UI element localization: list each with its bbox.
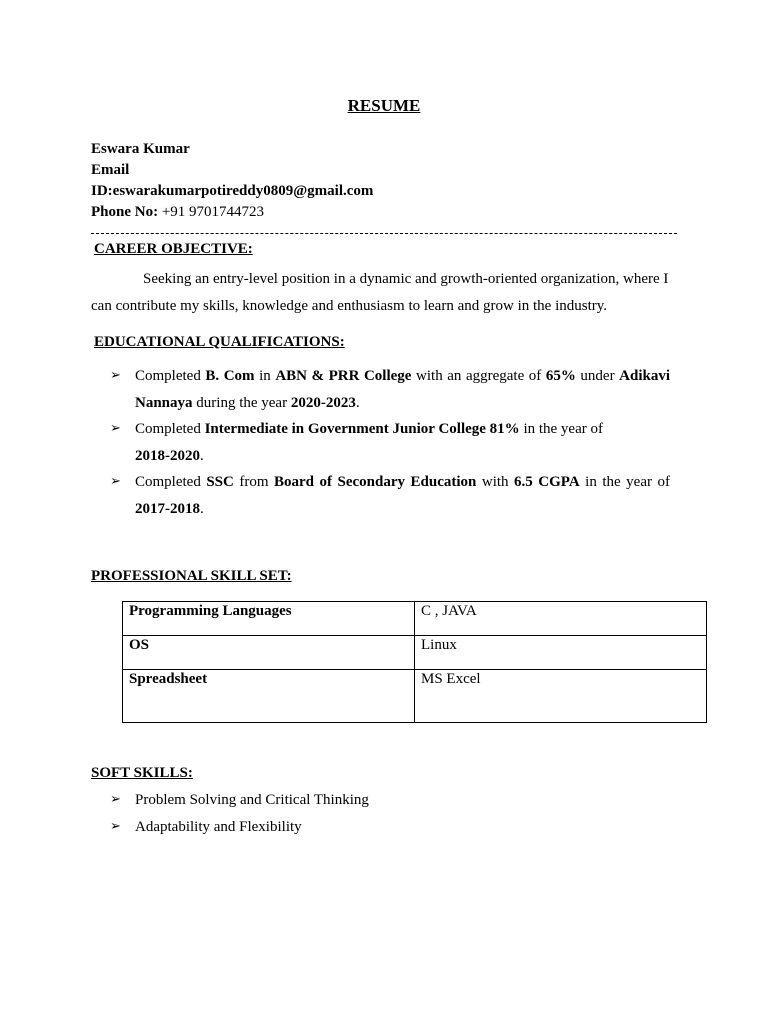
email-label: Email [91, 162, 130, 178]
arrowhead-bullet-icon: ➢ [110, 818, 121, 834]
skill-value: Linux [415, 636, 707, 670]
email-address: eswarakumarpotireddy0809@gmail.com [112, 183, 374, 199]
soft-skills-list [110, 787, 510, 840]
soft-skills-heading: SOFT SKILLS: [91, 765, 193, 781]
skill-category: Programming Languages [123, 602, 415, 636]
career-objective-heading: CAREER OBJECTIVE: [94, 241, 253, 257]
career-objective-text: Seeking an entry-level position in a dynamic and growth-oriented organization, where I can contribute my skills, knowledge and enthusiasm to learn and grow in the industry. [91, 271, 669, 314]
skill-value: MS Excel [415, 670, 707, 723]
table-row [123, 670, 707, 723]
arrowhead-bullet-icon: ➢ [110, 792, 121, 807]
table-row [123, 602, 707, 636]
phone-number: +91 9701744723 [161, 204, 265, 220]
skill-category: OS [123, 636, 415, 670]
education-item: ➢ Completed B. Com in ABN & PRR College with an aggregate of 65% under Adikavi Nannaya during the year 2020-2023. [110, 363, 670, 416]
candidate-name: Eswara Kumar [91, 141, 190, 157]
education-item: ➢ Completed Intermediate in Government Junior College 81% in the year of 2018-2020. [110, 416, 670, 469]
list-item: ➢ Adaptability and Flexibility [110, 814, 510, 841]
skills-heading: PROFESSIONAL SKILL SET: [91, 568, 292, 584]
contact-block [91, 139, 373, 223]
email-id-label: ID: [91, 183, 113, 199]
education-heading: EDUCATIONAL QUALIFICATIONS: [94, 334, 345, 350]
page-title: RESUME [347, 96, 421, 115]
list-item: ➢ Problem Solving and Critical Thinking [110, 787, 510, 814]
skills-table [122, 601, 707, 723]
education-item: ➢ Completed SSC from Board of Secondary Education with 6.5 CGPA in the year of 2017-2018. [110, 469, 670, 522]
table-row [123, 636, 707, 670]
skill-value: C , JAVA [415, 602, 707, 636]
phone-label: Phone No: [91, 204, 159, 220]
arrowhead-bullet-icon: ➢ [110, 368, 121, 383]
education-list [110, 363, 670, 522]
section-divider [91, 233, 677, 234]
arrowhead-bullet-icon: ➢ [110, 421, 121, 436]
arrowhead-bullet-icon: ➢ [110, 474, 121, 489]
skill-category: Spreadsheet [123, 670, 415, 723]
